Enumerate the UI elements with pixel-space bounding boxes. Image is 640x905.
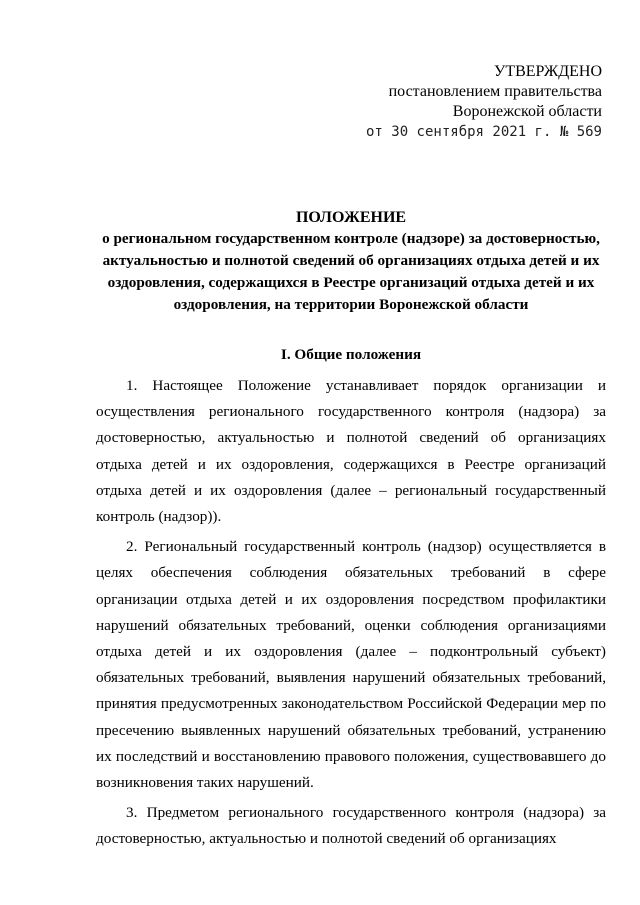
approval-date-number: от 30 сентября 2021 г. № 569 [365,124,602,140]
section-title: I. Общие положения [280,346,422,363]
paragraph-2: 2. Региональный государственный контроль (надзор) осуществляется в целях обеспечения соблюдения обязательных требований в сфере организации отдыха детей и их оздоровления посредством профилактики нарушений обязательных требований, оценки соблюдения организациями отдыха детей и их оздоровления (далее – подконтрольный субъект) обязательных требований, выявления нарушений обязательных требований, принятия предусмотренных законодательством Российской Федерации мер по пресечению выявленных нарушений обязательных требований, устранению их последствий и восстановлению правового положения, существовавшего до возникновения таких нарушений. [96,538,606,792]
approval-stamp [366,62,602,142]
document-subtitle: о региональном государственном контроле (надзоре) за достоверностью, актуальностью и полнотой сведений об организациях отдыха детей и их оздоровления, содержащихся в Реестре организаций отдыха детей и их оздоровления, на территории Воронежской области [102,230,600,313]
approval-authority: постановлением правительства [388,83,602,100]
document-heading: ПОЛОЖЕНИЕ [295,209,407,226]
document-body [96,373,606,857]
paragraph-3: 3. Предметом регионального государственного контроля (надзора) за достоверностью, актуальностью и полнотой сведений об организациях [96,804,606,848]
approval-region: Воронежской области [452,103,602,120]
paragraph-1: 1. Настоящее Положение устанавливает порядок организации и осуществления регионального государственного контроля (надзора) за достоверностью, актуальностью и полнотой сведений об организациях отдыха детей и их оздоровления, содержащихся в Реестре организаций отдыха детей и их оздоровления (далее – региональный государственный контроль (надзор)). [96,377,606,526]
document-title [96,207,606,316]
approval-heading: УТВЕРЖДЕНО [493,63,602,80]
